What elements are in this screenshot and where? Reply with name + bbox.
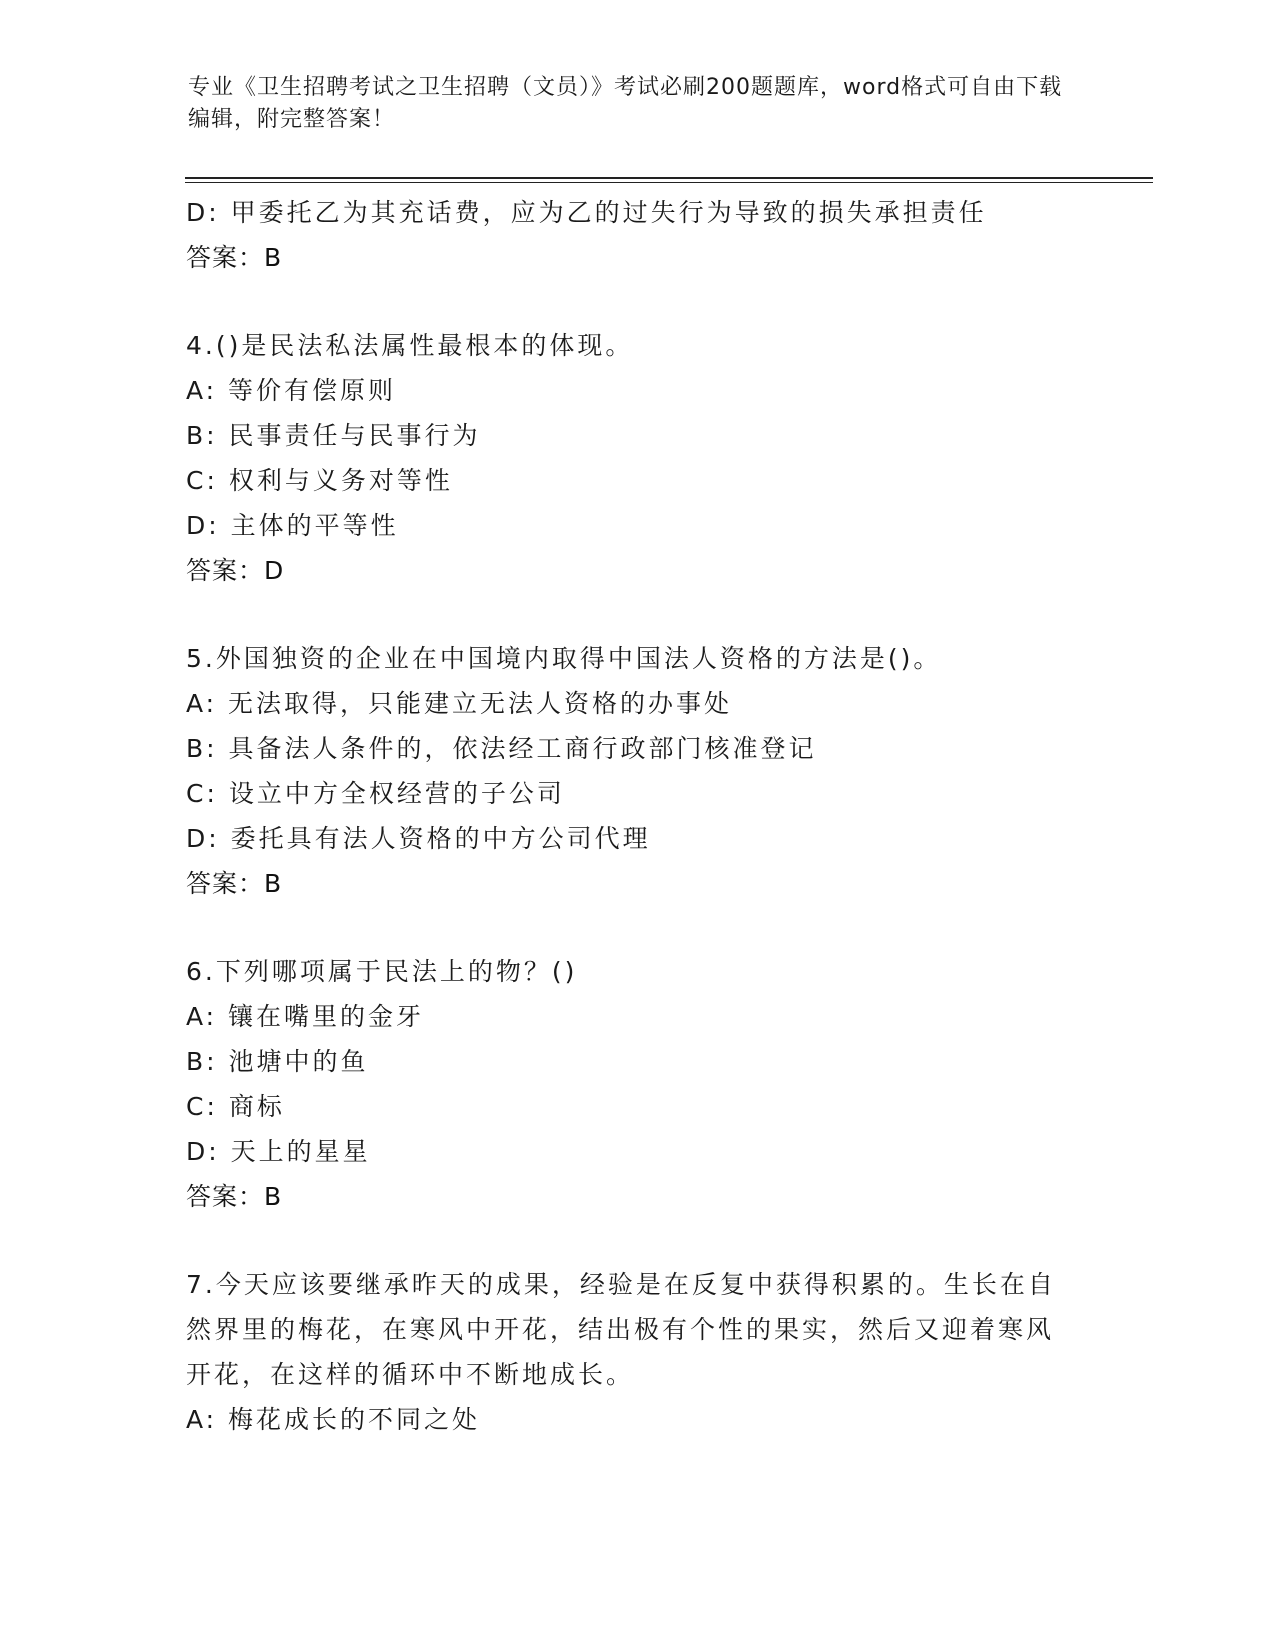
option-a: A: 无法取得，只能建立无法人资格的办事处 [186,689,733,718]
option-a: A: 镶在嘴里的金牙 [186,1002,425,1031]
question-block-4 [186,323,1066,593]
question-block-3-tail [186,190,1066,280]
option-d: D: 天上的星星 [186,1137,371,1166]
spacer [186,1219,1066,1262]
option-c: C: 设立中方全权经营的子公司 [186,779,565,808]
option-c: C: 商标 [186,1092,285,1121]
answer-label: 答案：B [186,1182,283,1211]
question-block-6 [186,949,1066,1219]
spacer [186,280,1066,323]
option-b: B: 具备法人条件的，依法经工商行政部门核准登记 [186,734,817,763]
spacer [186,906,1066,949]
option-b: B: 池塘中的鱼 [186,1047,369,1076]
option-d: D: 甲委托乙为其充话费，应为乙的过失行为导致的损失承担责任 [186,198,987,227]
header-divider-thin [185,182,1153,183]
option-c: C: 权利与义务对等性 [186,466,453,495]
question-stem: 5.外国独资的企业在中国境内取得中国法人资格的方法是()。 [186,644,942,673]
question-stem: 7.今天应该要继承昨天的成果，经验是在反复中获得积累的。生长在自然界里的梅花，在寒风中开花，结出极有个性的果实，然后又迎着寒风开花，在这样的循环中不断地成长。 [186,1270,1056,1389]
question-block-7 [186,1262,1066,1442]
header-divider-thick [185,177,1153,179]
spacer [186,593,1066,636]
question-block-5 [186,636,1066,906]
answer-label: 答案：D [186,556,285,585]
option-b: B: 民事责任与民事行为 [186,421,481,450]
question-list [186,190,1066,1442]
document-header: 专业《卫生招聘考试之卫生招聘（文员）》考试必刷200题题库，word格式可自由下载编辑，附完整答案！ [188,75,1063,132]
option-d: D: 主体的平等性 [186,511,399,540]
option-a: A: 等价有偿原则 [186,376,397,405]
answer-label: 答案：B [186,869,283,898]
option-d: D: 委托具有法人资格的中方公司代理 [186,824,651,853]
question-stem: 4.()是民法私法属性最根本的体现。 [186,331,634,360]
option-a: A: 梅花成长的不同之处 [186,1405,481,1434]
answer-label: 答案：B [186,243,283,272]
question-stem: 6.下列哪项属于民法上的物？() [186,957,578,986]
